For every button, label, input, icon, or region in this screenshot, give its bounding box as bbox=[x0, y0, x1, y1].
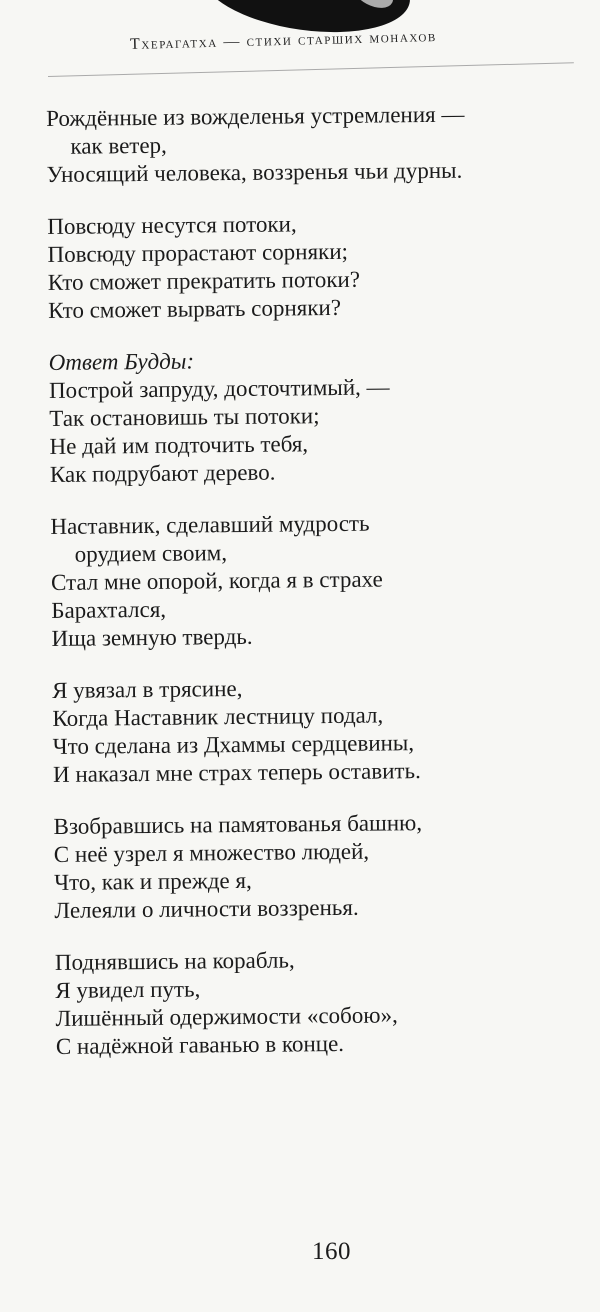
stanza-5 bbox=[52, 671, 583, 789]
stanza-1 bbox=[46, 99, 577, 189]
stanza-2 bbox=[47, 207, 578, 325]
poem-line: Поднявшись на корабль, bbox=[54, 947, 295, 975]
poem-line: как ветер, bbox=[70, 132, 167, 159]
running-header: Тхерагатха — стихи старших монахов bbox=[129, 27, 438, 53]
poem-line: Кто сможет вырвать сорняки? bbox=[48, 294, 342, 323]
poem-line: С надёжной гаванью в конце. bbox=[55, 1030, 345, 1059]
poem-line: Как подрубают дерево. bbox=[49, 459, 276, 487]
poem-line: Лелеяли о личности воззренья. bbox=[54, 894, 359, 923]
stanza-3 bbox=[49, 343, 580, 489]
poem-line: Ища земную твердь. bbox=[51, 623, 253, 651]
poem-line: Барахтался, bbox=[51, 596, 167, 623]
poem-line: Так остановишь ты потоки; bbox=[49, 403, 320, 431]
poem-line: Повсюду несутся потоки, bbox=[47, 211, 297, 239]
poem-line: Кто сможет прекратить потоки? bbox=[47, 266, 361, 295]
stanza-7 bbox=[55, 943, 586, 1061]
poem-line: Наставник, сделавший мудрость bbox=[50, 510, 370, 539]
poem-line: Не дай им подточить тебя, bbox=[49, 431, 309, 459]
poem-line: Что, как и прежде я, bbox=[54, 867, 252, 895]
poem-line: Построй запруду, досточтимый, — bbox=[48, 374, 390, 403]
poem-line: С неё узрел я множество людей, bbox=[53, 838, 370, 867]
poem-line: Уносящий человека, воззренья чьи дурны. bbox=[46, 157, 463, 187]
stanza-6 bbox=[53, 807, 584, 925]
poem-line: Когда Наставник лестницу подал, bbox=[52, 702, 384, 731]
poem-line: Я увязал в трясине, bbox=[52, 675, 243, 703]
poem-body bbox=[46, 99, 586, 1084]
poem-line: Я увидел путь, bbox=[55, 976, 201, 1003]
header-rule bbox=[48, 62, 574, 77]
buddha-reply-label: Ответ Будды: bbox=[48, 348, 195, 375]
poem-line: Что сделана из Дхаммы сердцевины, bbox=[52, 730, 415, 759]
page-number: 160 bbox=[312, 1238, 351, 1265]
poem-line: Стал мне опорой, когда я в страхе bbox=[50, 566, 383, 595]
stanza-4 bbox=[50, 507, 581, 653]
poem-line: Лишённый одержимости «собою», bbox=[55, 1002, 398, 1031]
poem-line: орудием своим, bbox=[74, 540, 228, 567]
poem-line: Взобравшись на памятованья башню, bbox=[53, 810, 423, 839]
poem-line: И наказал мне страх теперь оставить. bbox=[52, 758, 421, 787]
poem-line: Повсюду прорастают сорняки; bbox=[47, 238, 349, 267]
poem-line: Рождённые из вожделенья устремления — bbox=[46, 101, 465, 131]
